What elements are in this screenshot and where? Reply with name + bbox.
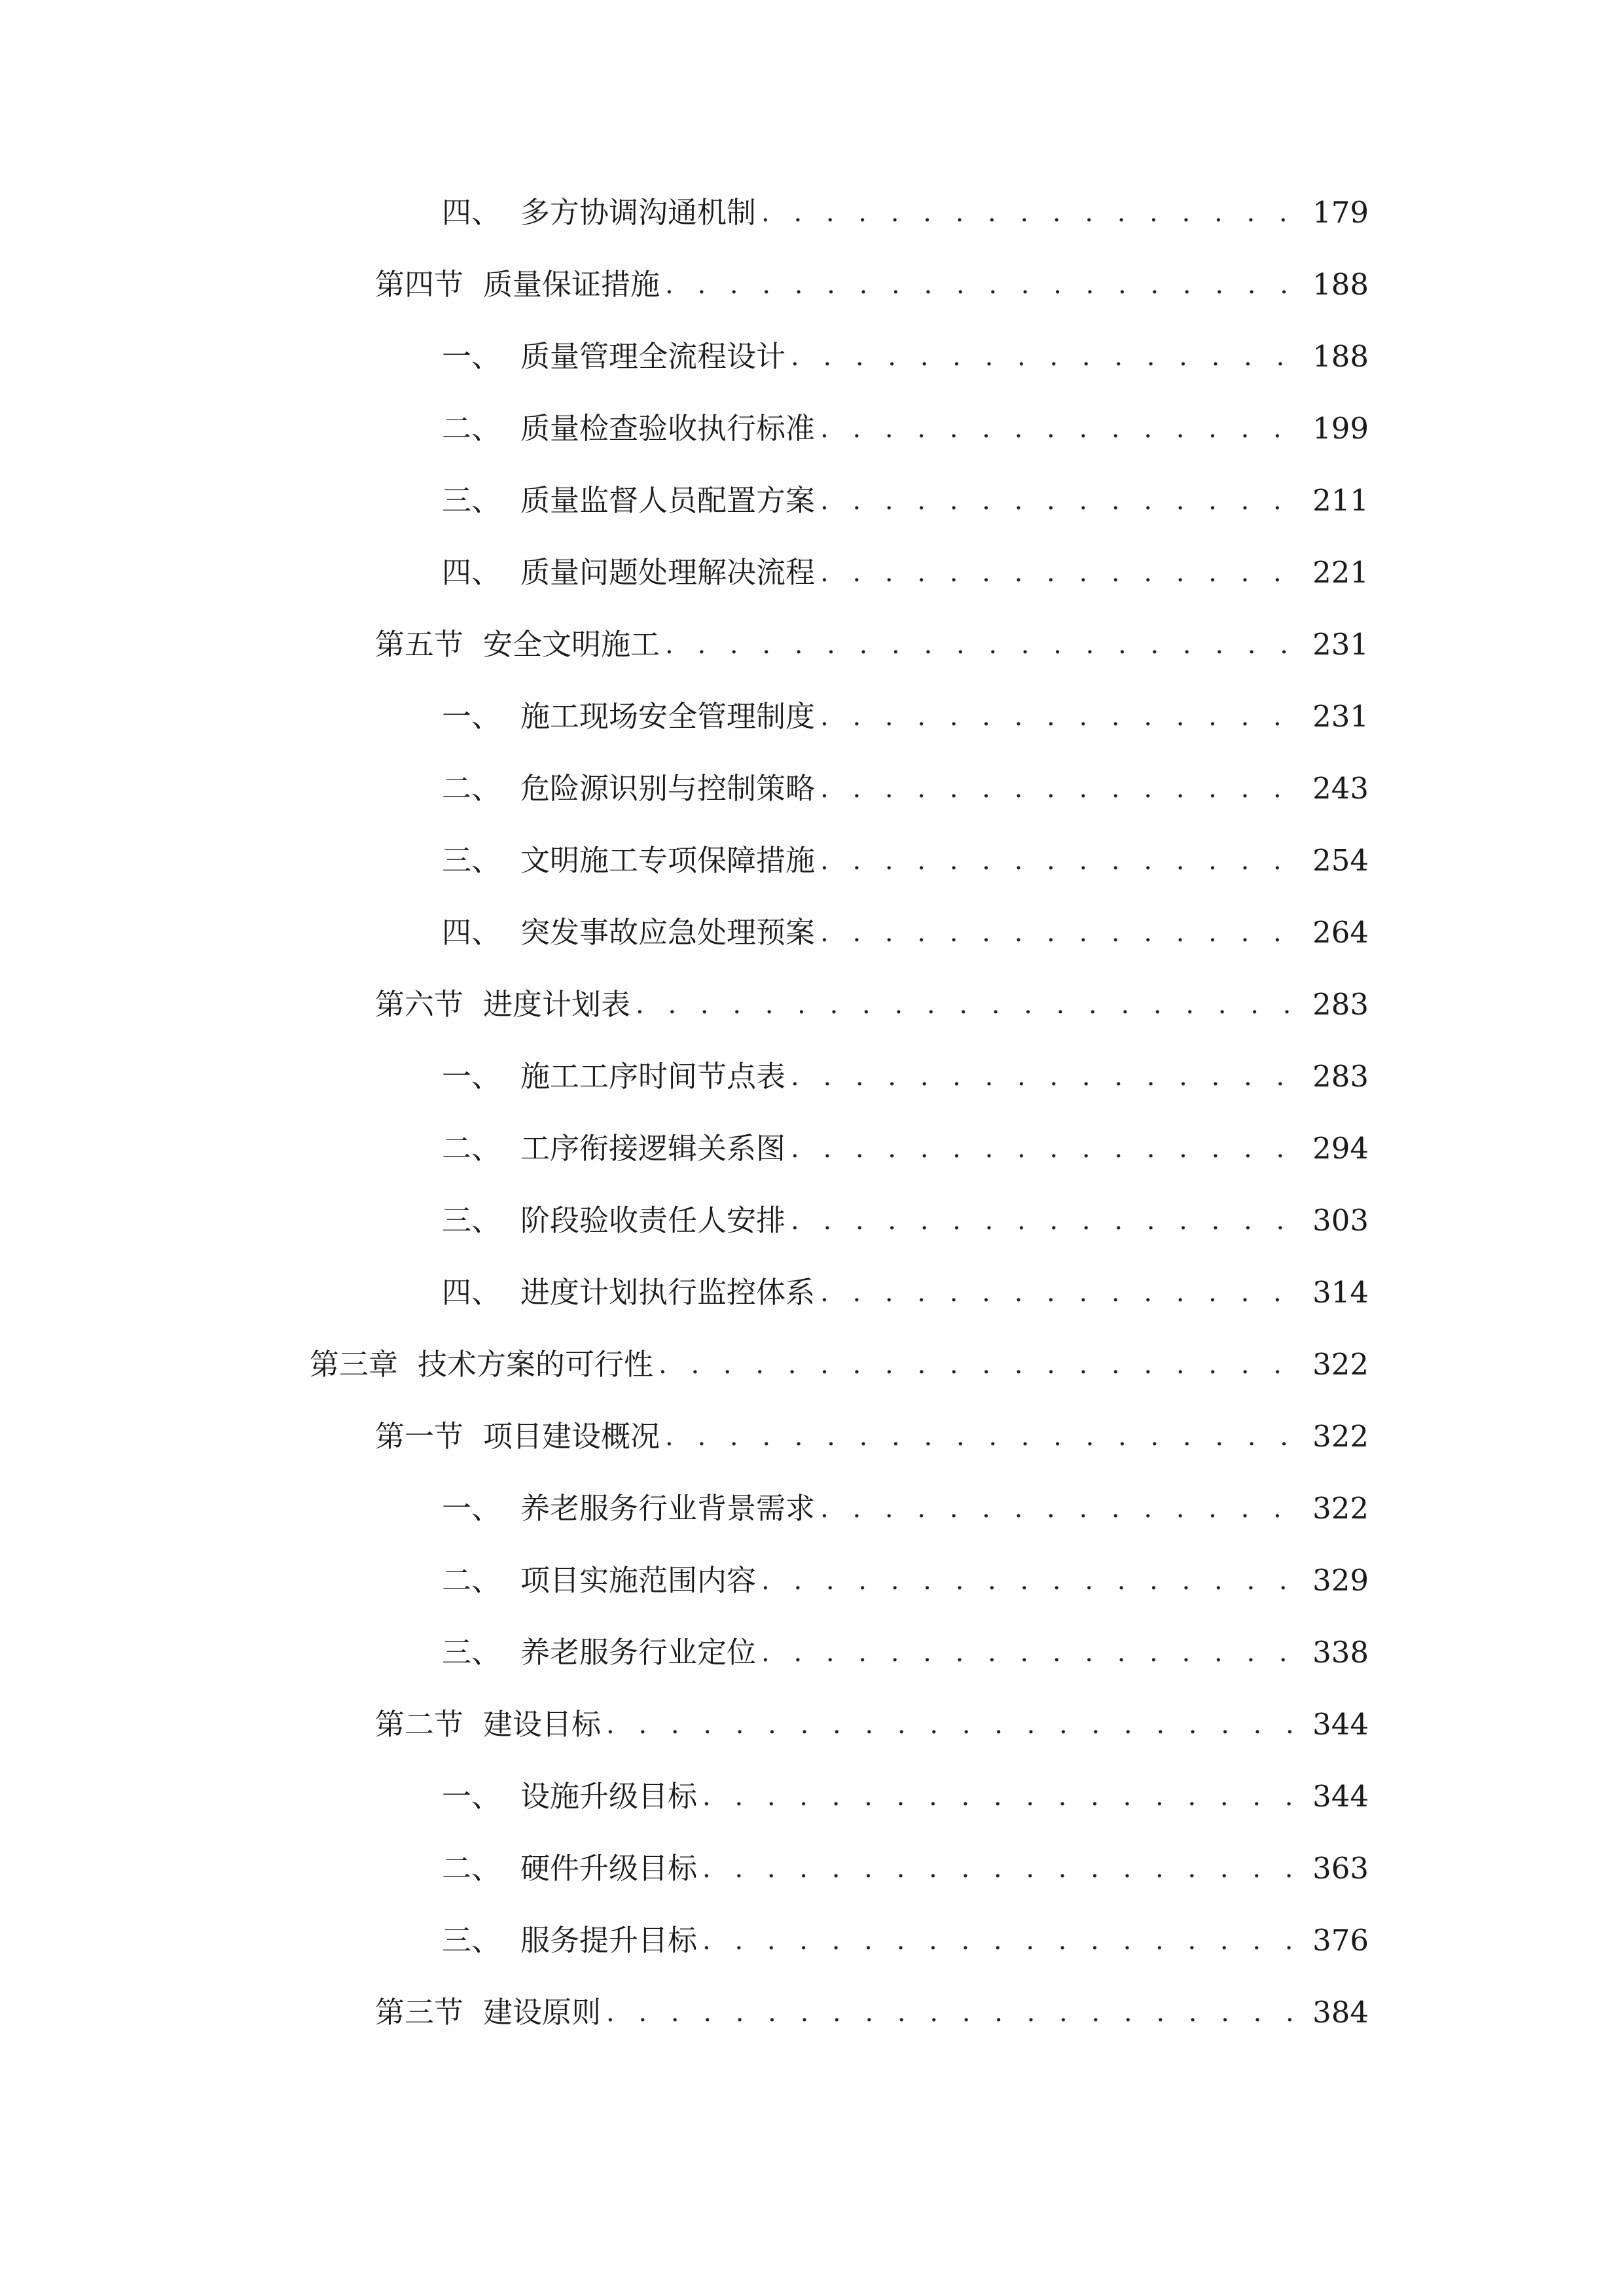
toc-entry-page: 243 bbox=[1312, 771, 1369, 806]
dot-leader bbox=[665, 1414, 1305, 1460]
toc-entry[interactable] bbox=[442, 1558, 1369, 1604]
dot-leader bbox=[761, 190, 1305, 236]
toc-entry-page: 221 bbox=[1312, 555, 1369, 590]
dot-leader bbox=[665, 622, 1305, 668]
toc-entry-title: 施工工序时间节点表 bbox=[520, 1059, 786, 1094]
toc-entry[interactable] bbox=[375, 262, 1369, 308]
toc-entry-number: 四、 bbox=[442, 195, 501, 230]
toc-entry-page: 344 bbox=[1312, 1779, 1369, 1814]
toc-entry[interactable] bbox=[375, 622, 1369, 668]
dot-leader bbox=[791, 1054, 1305, 1100]
dot-leader bbox=[820, 1270, 1305, 1316]
dot-leader bbox=[636, 982, 1305, 1028]
dot-leader bbox=[820, 694, 1305, 740]
toc-entry-number: 三、 bbox=[442, 1923, 501, 1958]
toc-entry-title: 阶段验收责任人安排 bbox=[520, 1203, 786, 1238]
toc-entry-page: 322 bbox=[1312, 1347, 1369, 1382]
toc-entry-number: 三、 bbox=[442, 1203, 501, 1238]
dot-leader bbox=[791, 1198, 1305, 1244]
toc-entry-page: 231 bbox=[1312, 627, 1369, 662]
toc-entry-page: 376 bbox=[1312, 1923, 1369, 1958]
toc-entry-number: 四、 bbox=[442, 555, 501, 590]
toc-entry-number: 第六节 bbox=[375, 987, 464, 1022]
toc-entry-title: 质量监督人员配置方案 bbox=[520, 483, 816, 518]
toc-entry[interactable] bbox=[310, 1342, 1369, 1388]
toc-entry-title: 安全文明施工 bbox=[483, 627, 660, 662]
toc-entry-page: 344 bbox=[1312, 1707, 1369, 1742]
dot-leader bbox=[702, 1918, 1305, 1964]
toc-entry-title: 技术方案的可行性 bbox=[418, 1347, 654, 1382]
toc-entry-page: 303 bbox=[1312, 1203, 1369, 1238]
toc-entry-page: 338 bbox=[1312, 1635, 1369, 1670]
toc-entry-number: 第三节 bbox=[375, 1995, 464, 2030]
toc-entry[interactable] bbox=[442, 1486, 1369, 1532]
toc-entry-number: 第三章 bbox=[310, 1347, 399, 1382]
toc-entry[interactable] bbox=[442, 550, 1369, 596]
toc-entry-title: 突发事故应急处理预案 bbox=[520, 915, 816, 950]
toc-entry-title: 质量问题处理解决流程 bbox=[520, 555, 816, 590]
toc-entry[interactable] bbox=[442, 1198, 1369, 1244]
dot-leader bbox=[820, 838, 1305, 884]
toc-entry-title: 质量检查验收执行标准 bbox=[520, 411, 816, 446]
toc-entry-page: 188 bbox=[1312, 339, 1369, 374]
dot-leader bbox=[820, 478, 1305, 524]
toc-entry[interactable] bbox=[442, 1630, 1369, 1676]
toc-entry-page: 188 bbox=[1312, 267, 1369, 302]
toc-entry-title: 施工现场安全管理制度 bbox=[520, 699, 816, 734]
toc-entry-page: 283 bbox=[1312, 987, 1369, 1022]
dot-leader bbox=[820, 1486, 1305, 1532]
dot-leader bbox=[761, 1558, 1305, 1604]
dot-leader bbox=[665, 262, 1305, 308]
dot-leader bbox=[606, 1702, 1305, 1748]
toc-entry-title: 养老服务行业定位 bbox=[520, 1635, 757, 1670]
toc-entry-number: 第五节 bbox=[375, 627, 464, 662]
toc-entry-page: 363 bbox=[1312, 1851, 1369, 1886]
toc-entry[interactable] bbox=[375, 1414, 1369, 1460]
toc-entry-number: 第二节 bbox=[375, 1707, 464, 1742]
toc-entry[interactable] bbox=[442, 406, 1369, 452]
dot-leader bbox=[820, 550, 1305, 596]
toc-entry-number: 四、 bbox=[442, 1275, 501, 1310]
toc-entry[interactable] bbox=[375, 1990, 1369, 2036]
toc-entry-page: 264 bbox=[1312, 915, 1369, 950]
dot-leader bbox=[791, 1126, 1305, 1172]
toc-entry-page: 322 bbox=[1312, 1419, 1369, 1454]
toc-entry[interactable] bbox=[442, 1126, 1369, 1172]
toc-entry-page: 314 bbox=[1312, 1275, 1369, 1310]
toc-entry-title: 服务提升目标 bbox=[520, 1923, 698, 1958]
toc-entry-number: 一、 bbox=[442, 339, 501, 374]
toc-entry-title: 养老服务行业背景需求 bbox=[520, 1491, 816, 1526]
toc-entry-title: 硬件升级目标 bbox=[520, 1851, 698, 1886]
toc-entry[interactable] bbox=[375, 1702, 1369, 1748]
toc-entry-page: 199 bbox=[1312, 411, 1369, 446]
toc-entry-title: 文明施工专项保障措施 bbox=[520, 843, 816, 878]
toc-entry-page: 329 bbox=[1312, 1563, 1369, 1598]
toc-entry-title: 质量管理全流程设计 bbox=[520, 339, 786, 374]
toc-entry-page: 294 bbox=[1312, 1131, 1369, 1166]
toc-entry-title: 工序衔接逻辑关系图 bbox=[520, 1131, 786, 1166]
toc-entry-number: 四、 bbox=[442, 915, 501, 950]
toc-entry-page: 179 bbox=[1312, 195, 1369, 230]
toc-entry-title: 项目实施范围内容 bbox=[520, 1563, 757, 1598]
toc-entry-number: 第一节 bbox=[375, 1419, 464, 1454]
toc-entry[interactable] bbox=[442, 1774, 1369, 1820]
toc-entry[interactable] bbox=[442, 190, 1369, 236]
toc-entry-number: 三、 bbox=[442, 1635, 501, 1670]
toc-entry[interactable] bbox=[442, 334, 1369, 380]
toc-entry[interactable] bbox=[442, 910, 1369, 956]
toc-entry-title: 进度计划执行监控体系 bbox=[520, 1275, 816, 1310]
dot-leader bbox=[702, 1846, 1305, 1892]
toc-entry-number: 一、 bbox=[442, 1491, 501, 1526]
toc-entry-title: 质量保证措施 bbox=[483, 267, 660, 302]
toc-entry-number: 第四节 bbox=[375, 267, 464, 302]
toc-entry[interactable] bbox=[375, 982, 1369, 1028]
dot-leader bbox=[820, 766, 1305, 812]
toc-entry[interactable] bbox=[442, 694, 1369, 740]
toc-entry[interactable] bbox=[442, 1054, 1369, 1100]
toc-entry[interactable] bbox=[442, 1846, 1369, 1892]
toc-entry-page: 254 bbox=[1312, 843, 1369, 878]
toc-entry-title: 项目建设概况 bbox=[483, 1419, 660, 1454]
dot-leader bbox=[820, 406, 1305, 452]
toc-entry-number: 二、 bbox=[442, 1563, 501, 1598]
toc-entry-title: 设施升级目标 bbox=[520, 1779, 698, 1814]
toc-entry-number: 一、 bbox=[442, 1059, 501, 1094]
toc-entry-title: 危险源识别与控制策略 bbox=[520, 771, 816, 806]
toc-entry-number: 二、 bbox=[442, 411, 501, 446]
toc-entry-page: 384 bbox=[1312, 1995, 1369, 2030]
toc-entry-number: 三、 bbox=[442, 843, 501, 878]
dot-leader bbox=[791, 334, 1305, 380]
toc-entry[interactable] bbox=[442, 766, 1369, 812]
toc-entry-title: 进度计划表 bbox=[483, 987, 631, 1022]
toc-entry[interactable] bbox=[442, 1270, 1369, 1316]
toc-entry[interactable] bbox=[442, 838, 1369, 884]
dot-leader bbox=[820, 910, 1305, 956]
toc-entry[interactable] bbox=[442, 478, 1369, 524]
toc-entry-number: 二、 bbox=[442, 771, 501, 806]
toc-entry-page: 231 bbox=[1312, 699, 1369, 734]
toc-entry-title: 多方协调沟通机制 bbox=[520, 195, 757, 230]
dot-leader bbox=[761, 1630, 1305, 1676]
toc-entry-page: 211 bbox=[1312, 483, 1369, 518]
toc-entry-number: 二、 bbox=[442, 1851, 501, 1886]
toc-entry-number: 三、 bbox=[442, 483, 501, 518]
dot-leader bbox=[659, 1342, 1305, 1388]
toc-entry-number: 二、 bbox=[442, 1131, 501, 1166]
toc-entry-number: 一、 bbox=[442, 699, 501, 734]
toc-entry-title: 建设原则 bbox=[483, 1995, 602, 2030]
toc-entry-number: 一、 bbox=[442, 1779, 501, 1814]
toc-entry-title: 建设目标 bbox=[483, 1707, 602, 1742]
toc-entry-page: 283 bbox=[1312, 1059, 1369, 1094]
dot-leader bbox=[702, 1774, 1305, 1820]
dot-leader bbox=[606, 1990, 1305, 2036]
toc-entry[interactable] bbox=[442, 1918, 1369, 1964]
toc-entry-page: 322 bbox=[1312, 1491, 1369, 1526]
